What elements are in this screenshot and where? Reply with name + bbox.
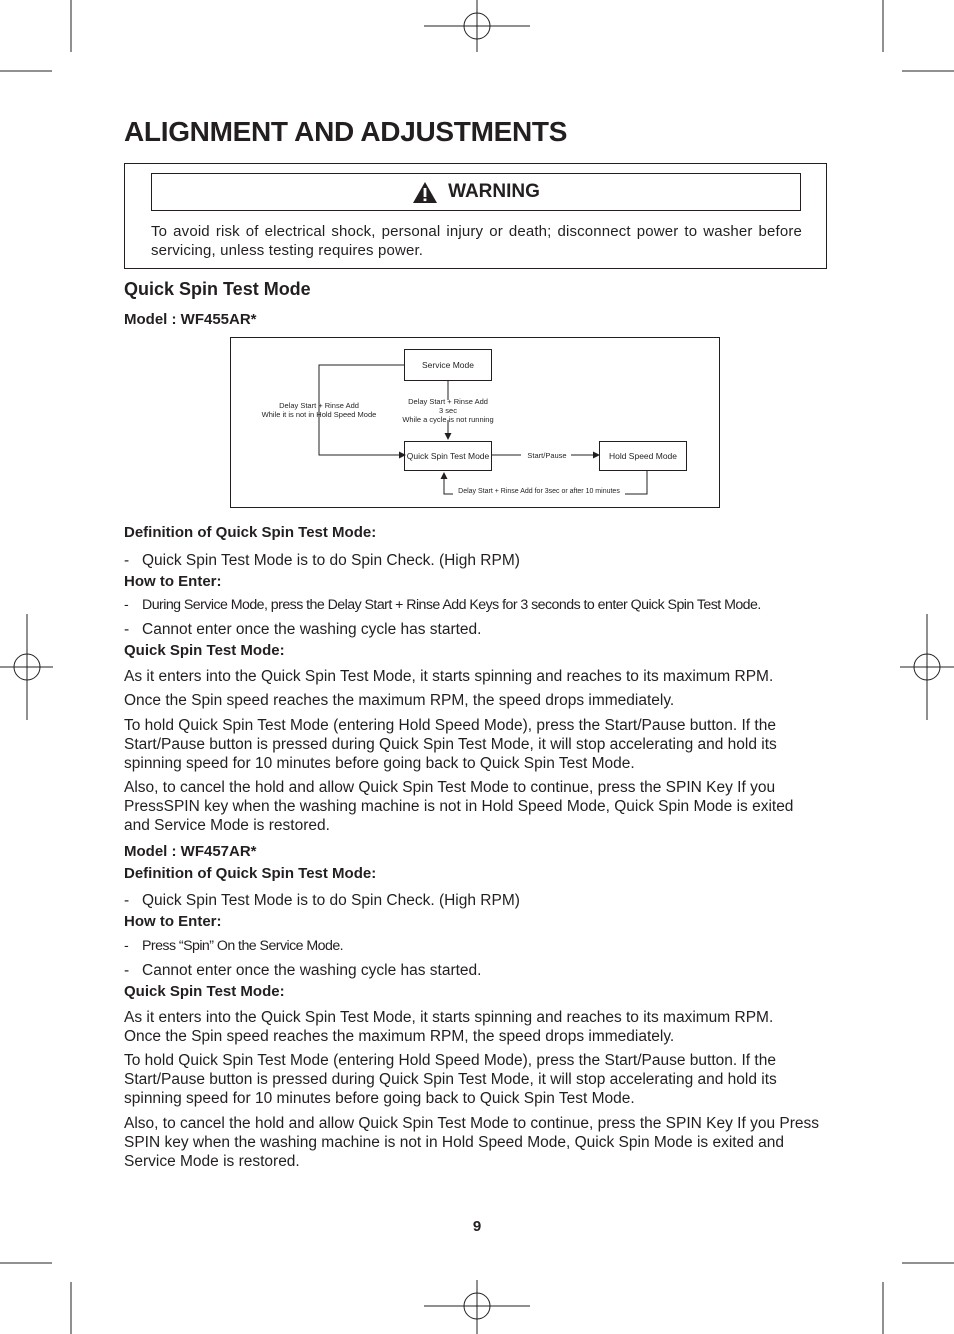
model2-definition-heading: Definition of Quick Spin Test Mode: xyxy=(124,865,377,882)
paragraph: As it enters into the Quick Spin Test Mode, it starts spinning and reaches to its maximum RPM. xyxy=(124,668,774,685)
left-transition-label xyxy=(259,401,379,419)
warning-triangle-icon xyxy=(412,181,438,204)
page-title: ALIGNMENT AND ADJUSTMENTS xyxy=(124,116,568,147)
model1-how-heading: How to Enter: xyxy=(124,573,222,590)
paragraph: Also, to cancel the hold and allow Quick Spin Test Mode to continue, press the SPIN Key If you PressSPIN key when the washing machine is not in Hold Speed Mode, Quick Spin Mode is exited and Service Mode is restored. xyxy=(124,779,794,834)
model1-heading: Model : WF455AR* xyxy=(124,311,257,328)
hold-speed-mode-box: Hold Speed Mode xyxy=(599,441,687,471)
model2-heading: Model : WF457AR* xyxy=(124,843,257,860)
left-label-line1: Delay Start + Rinse Add xyxy=(279,401,359,410)
mid-label-line1: Delay Start + Rinse Add xyxy=(408,397,488,406)
service-mode-box: Service Mode xyxy=(404,349,492,381)
mid-label-line2: 3 sec xyxy=(439,406,457,415)
mid-transition-label xyxy=(391,397,505,424)
section-title: Quick Spin Test Mode xyxy=(124,279,311,299)
bottom-transition-label: Delay Start + Rinse Add for 3sec or after 10 minutes xyxy=(453,487,625,496)
warning-label: WARNING xyxy=(448,181,540,202)
paragraph: To hold Quick Spin Test Mode (entering Hold Speed Mode), press the Start/Pause button. If the Start/Pause button is pressed during Quick Spin Test Mode, it will stop accelerating and hold its spinning speed for 10 minutes before going back to Quick Spin Test Mode. xyxy=(124,717,777,772)
paragraph: Once the Spin speed reaches the maximum RPM, the speed drops immediately. xyxy=(124,692,675,709)
left-label-line2: While it is not in Hold Speed Mode xyxy=(261,410,377,419)
warning-header xyxy=(151,173,801,211)
page-number: 9 xyxy=(472,1218,482,1235)
model2-qstm-heading: Quick Spin Test Mode: xyxy=(124,983,285,1000)
mode-flow-diagram xyxy=(230,337,720,508)
quick-spin-test-mode-box: Quick Spin Test Mode xyxy=(404,441,492,471)
start-pause-label: Start/Pause xyxy=(527,451,567,460)
paragraph: As it enters into the Quick Spin Test Mode, it starts spinning and reaches to its maximum RPM. Once the Spin speed reaches the maximum RPM, the speed drops immediately. xyxy=(124,1009,774,1045)
mid-label-line3: While a cycle is not running xyxy=(402,415,494,424)
model2-how-heading: How to Enter: xyxy=(124,913,222,930)
warning-text: To avoid risk of electrical shock, personal injury or death; disconnect power to washer before servicing, unless testing requires power. xyxy=(151,223,802,259)
paragraph: Also, to cancel the hold and allow Quick Spin Test Mode to continue, press the SPIN Key If you Press SPIN key when the washing machine is not in Hold Speed Mode, Quick Spin Mode is exited and Service Mode is restored. xyxy=(124,1115,820,1170)
model1-definition-heading: Definition of Quick Spin Test Mode: xyxy=(124,524,377,541)
model1-qstm-heading: Quick Spin Test Mode: xyxy=(124,642,285,659)
paragraph: To hold Quick Spin Test Mode (entering Hold Speed Mode), press the Start/Pause button. If the Start/Pause button is pressed during Quick Spin Test Mode, it will stop accelerating and hold its spinning speed for 10 minutes before going back to Quick Spin Test Mode. xyxy=(124,1052,777,1107)
